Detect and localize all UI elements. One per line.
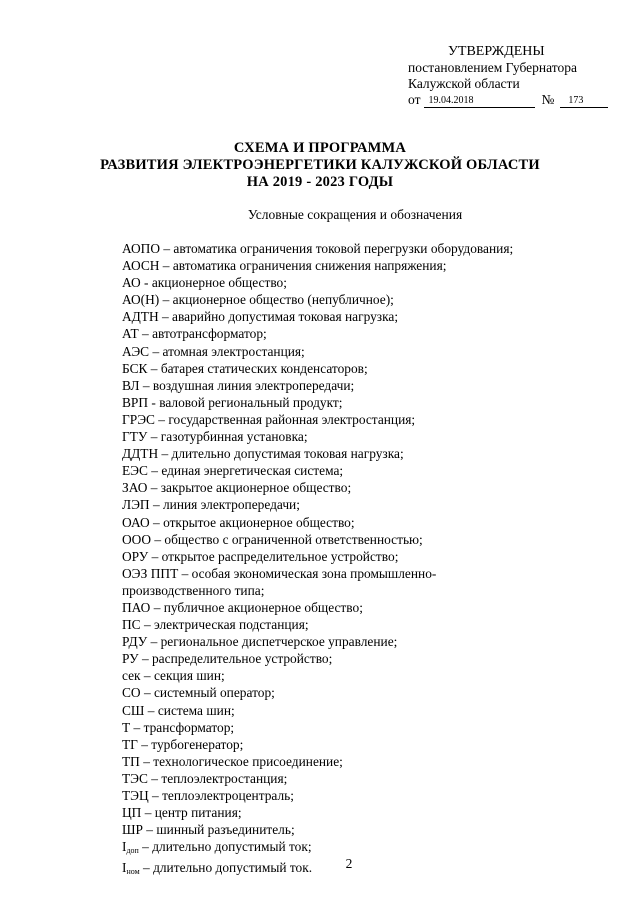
heading-line-1: СХЕМА И ПРОГРАММА (233, 140, 407, 156)
list-item: ТП – технологическое присоединение; (122, 753, 343, 769)
list-item: АО(Н) – акционерное общество (непубличное); (122, 292, 394, 308)
list-item: АОПО – автоматика ограничения токовой перегрузки оборудования; (122, 241, 514, 256)
list-item: СШ – система шин; (122, 702, 235, 718)
list-item: ОРУ – открытое распределительное устройство; (122, 548, 399, 564)
list-item: СО – системный оператор; (122, 685, 275, 701)
current-symbol: I (122, 860, 127, 876)
list-item: АОСН – автоматика ограничения снижения напряжения; (122, 258, 447, 274)
current-subscript: доп (126, 846, 139, 856)
list-item: ЗАО – закрытое акционерное общество; (122, 480, 352, 496)
list-item: ТГ – турбогенератор; (122, 736, 244, 752)
abbreviations-list (122, 240, 592, 880)
approval-from-label: от (408, 92, 421, 107)
list-item: ЕЭС – единая энергетическая система; (122, 463, 344, 479)
list-item: ГРЭС – государственная районная электростанция; (122, 411, 416, 427)
current-symbol: I (122, 839, 127, 855)
page-number: 2 (345, 856, 353, 871)
list-item: АДТН – аварийно допустимая токовая нагрузка; (122, 309, 399, 325)
list-item: ВРП - валовой региональный продукт; (122, 394, 343, 410)
list-item: РУ – распределительное устройство; (122, 651, 333, 667)
heading-line-3: НА 2019 - 2023 ГОДЫ (246, 174, 394, 190)
current-text: – длительно допустимый ток; (138, 839, 312, 855)
list-item: ПС – электрическая подстанция; (122, 617, 309, 633)
approval-number-label: № (541, 92, 555, 107)
list-item: ООО – общество с ограниченной ответственностью; (122, 531, 423, 547)
list-item: АТ – автотрансформатор; (122, 326, 267, 342)
section-subtitle: Условные сокращения и обозначения (247, 207, 463, 222)
list-item: ОЭЗ ППТ – особая экономическая зона промышленно-производственного типа; (122, 565, 437, 598)
list-item: ТЭС – теплоэлектростанция; (122, 770, 288, 786)
approval-date-number-row (408, 92, 608, 108)
list-item: АЭС – атомная электростанция; (122, 343, 305, 359)
list-item: ГТУ – газотурбинная установка; (122, 429, 308, 445)
list-item: сек – секция шин; (122, 668, 225, 684)
current-text: – длительно допустимый ток. (139, 860, 313, 876)
list-item: АО - акционерное общество; (122, 275, 287, 291)
approval-line-region: Калужской области (408, 76, 520, 91)
approval-number: 173 (560, 95, 608, 108)
approval-date: 19.04.2018 (424, 95, 535, 108)
list-item: Т – трансформатор; (122, 719, 235, 735)
approval-title: УТВЕРЖДЕНЫ (448, 44, 545, 59)
list-item: ВЛ – воздушная линия электропередачи; (122, 377, 355, 393)
list-item: ЛЭП – линия электропередачи; (122, 497, 300, 513)
list-item: ТЭЦ – теплоэлектроцентраль; (122, 788, 295, 803)
list-item: БСК – батарея статических конденсаторов; (122, 360, 368, 376)
current-subscript: ном (126, 867, 140, 877)
approval-line-resolution: постановлением Губернатора (408, 60, 577, 75)
list-item: ОАО – открытое акционерное общество; (122, 514, 355, 530)
approval-stamp (408, 44, 608, 108)
list-item: ДДТН – длительно допустимая токовая нагрузка; (122, 446, 404, 462)
document-heading (0, 140, 640, 191)
list-item: ЦП – центр питания; (122, 805, 242, 821)
list-item: ПАО – публичное акционерное общество; (122, 599, 363, 615)
list-item: РДУ – региональное диспетчерское управление; (122, 634, 398, 650)
heading-line-2: РАЗВИТИЯ ЭЛЕКТРОЭНЕРГЕТИКИ КАЛУЖСКОЙ ОБЛАСТИ (100, 157, 540, 173)
list-item: ШР – шинный разъединитель; (122, 822, 295, 838)
